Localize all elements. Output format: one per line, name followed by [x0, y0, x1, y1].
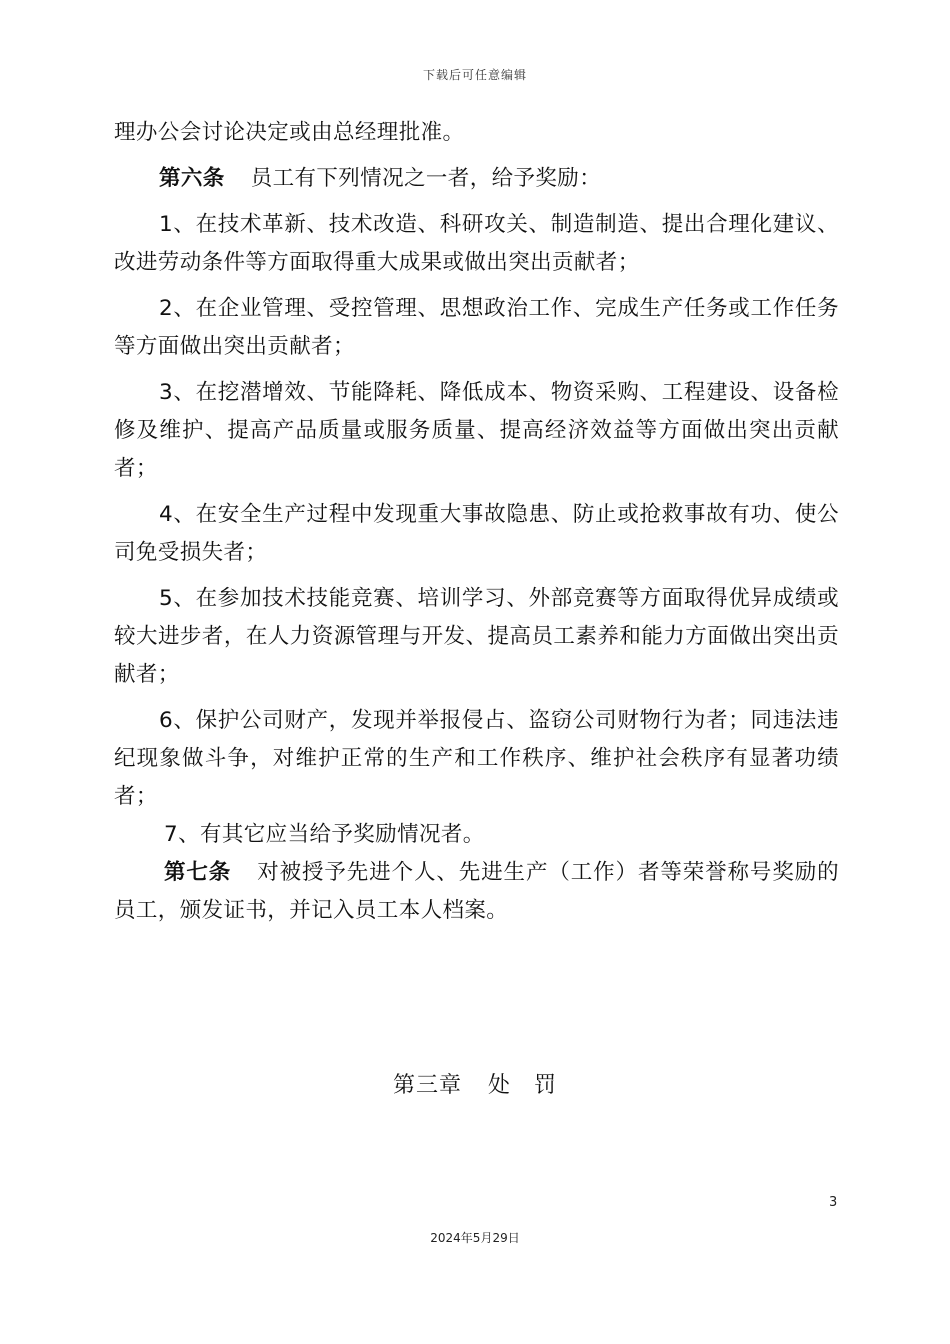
- article-6: [114, 160, 839, 198]
- list-item-6: 6、保护公司财产，发现并举报侵占、盗窃公司财物行为者；同违法违纪现象做斗争，对维护正常的生产和工作秩序、维护社会秩序有显著功绩者；: [114, 708, 839, 809]
- paragraph-continuation: 理办公会讨论决定或由总经理批准。: [114, 120, 465, 145]
- article-7-label: 第七条: [164, 860, 232, 885]
- article-6-text: 员工有下列情况之一者，给予奖励：: [250, 166, 602, 191]
- article-6-label: 第六条: [159, 166, 225, 191]
- list-item-1: 1、在技术革新、技术改造、科研攻关、制造制造、提出合理化建议、改进劳动条件等方面取得重大成果或做出突出贡献者；: [114, 212, 839, 275]
- chapter-number: 第三章: [392, 1073, 462, 1098]
- chapter-heading: [0, 1068, 950, 1099]
- page-header: 下载后可任意编辑: [422, 68, 527, 82]
- list-item-7: 7、有其它应当给予奖励情况者。: [164, 822, 485, 847]
- list-item-2: 2、在企业管理、受控管理、思想政治工作、完成生产任务或工作任务等方面做出突出贡献者；: [114, 296, 839, 359]
- page-footer-date: 2024年5月29日: [430, 1231, 520, 1245]
- article-7-text: 对被授予先进个人、先进生产（工作）者等荣誉称号奖励的员工，颁发证书，并记入员工本人档案。: [114, 860, 840, 923]
- document-body: [114, 114, 839, 930]
- page-number: 3: [829, 1195, 838, 1210]
- chapter-title: 处 罚: [488, 1073, 558, 1098]
- list-item-5: 5、在参加技术技能竞赛、培训学习、外部竞赛等方面取得优异成绩或较大进步者，在人力资源管理与开发、提高员工素养和能力方面做出突出贡献者；: [114, 586, 839, 687]
- article-7: [114, 854, 839, 930]
- list-item-4: 4、在安全生产过程中发现重大事故隐患、防止或抢救事故有功、使公司免受损失者；: [114, 502, 839, 565]
- list-item-3: 3、在挖潜增效、节能降耗、降低成本、物资采购、工程建设、设备检修及维护、提高产品质量或服务质量、提高经济效益等方面做出突出贡献者；: [114, 380, 839, 481]
